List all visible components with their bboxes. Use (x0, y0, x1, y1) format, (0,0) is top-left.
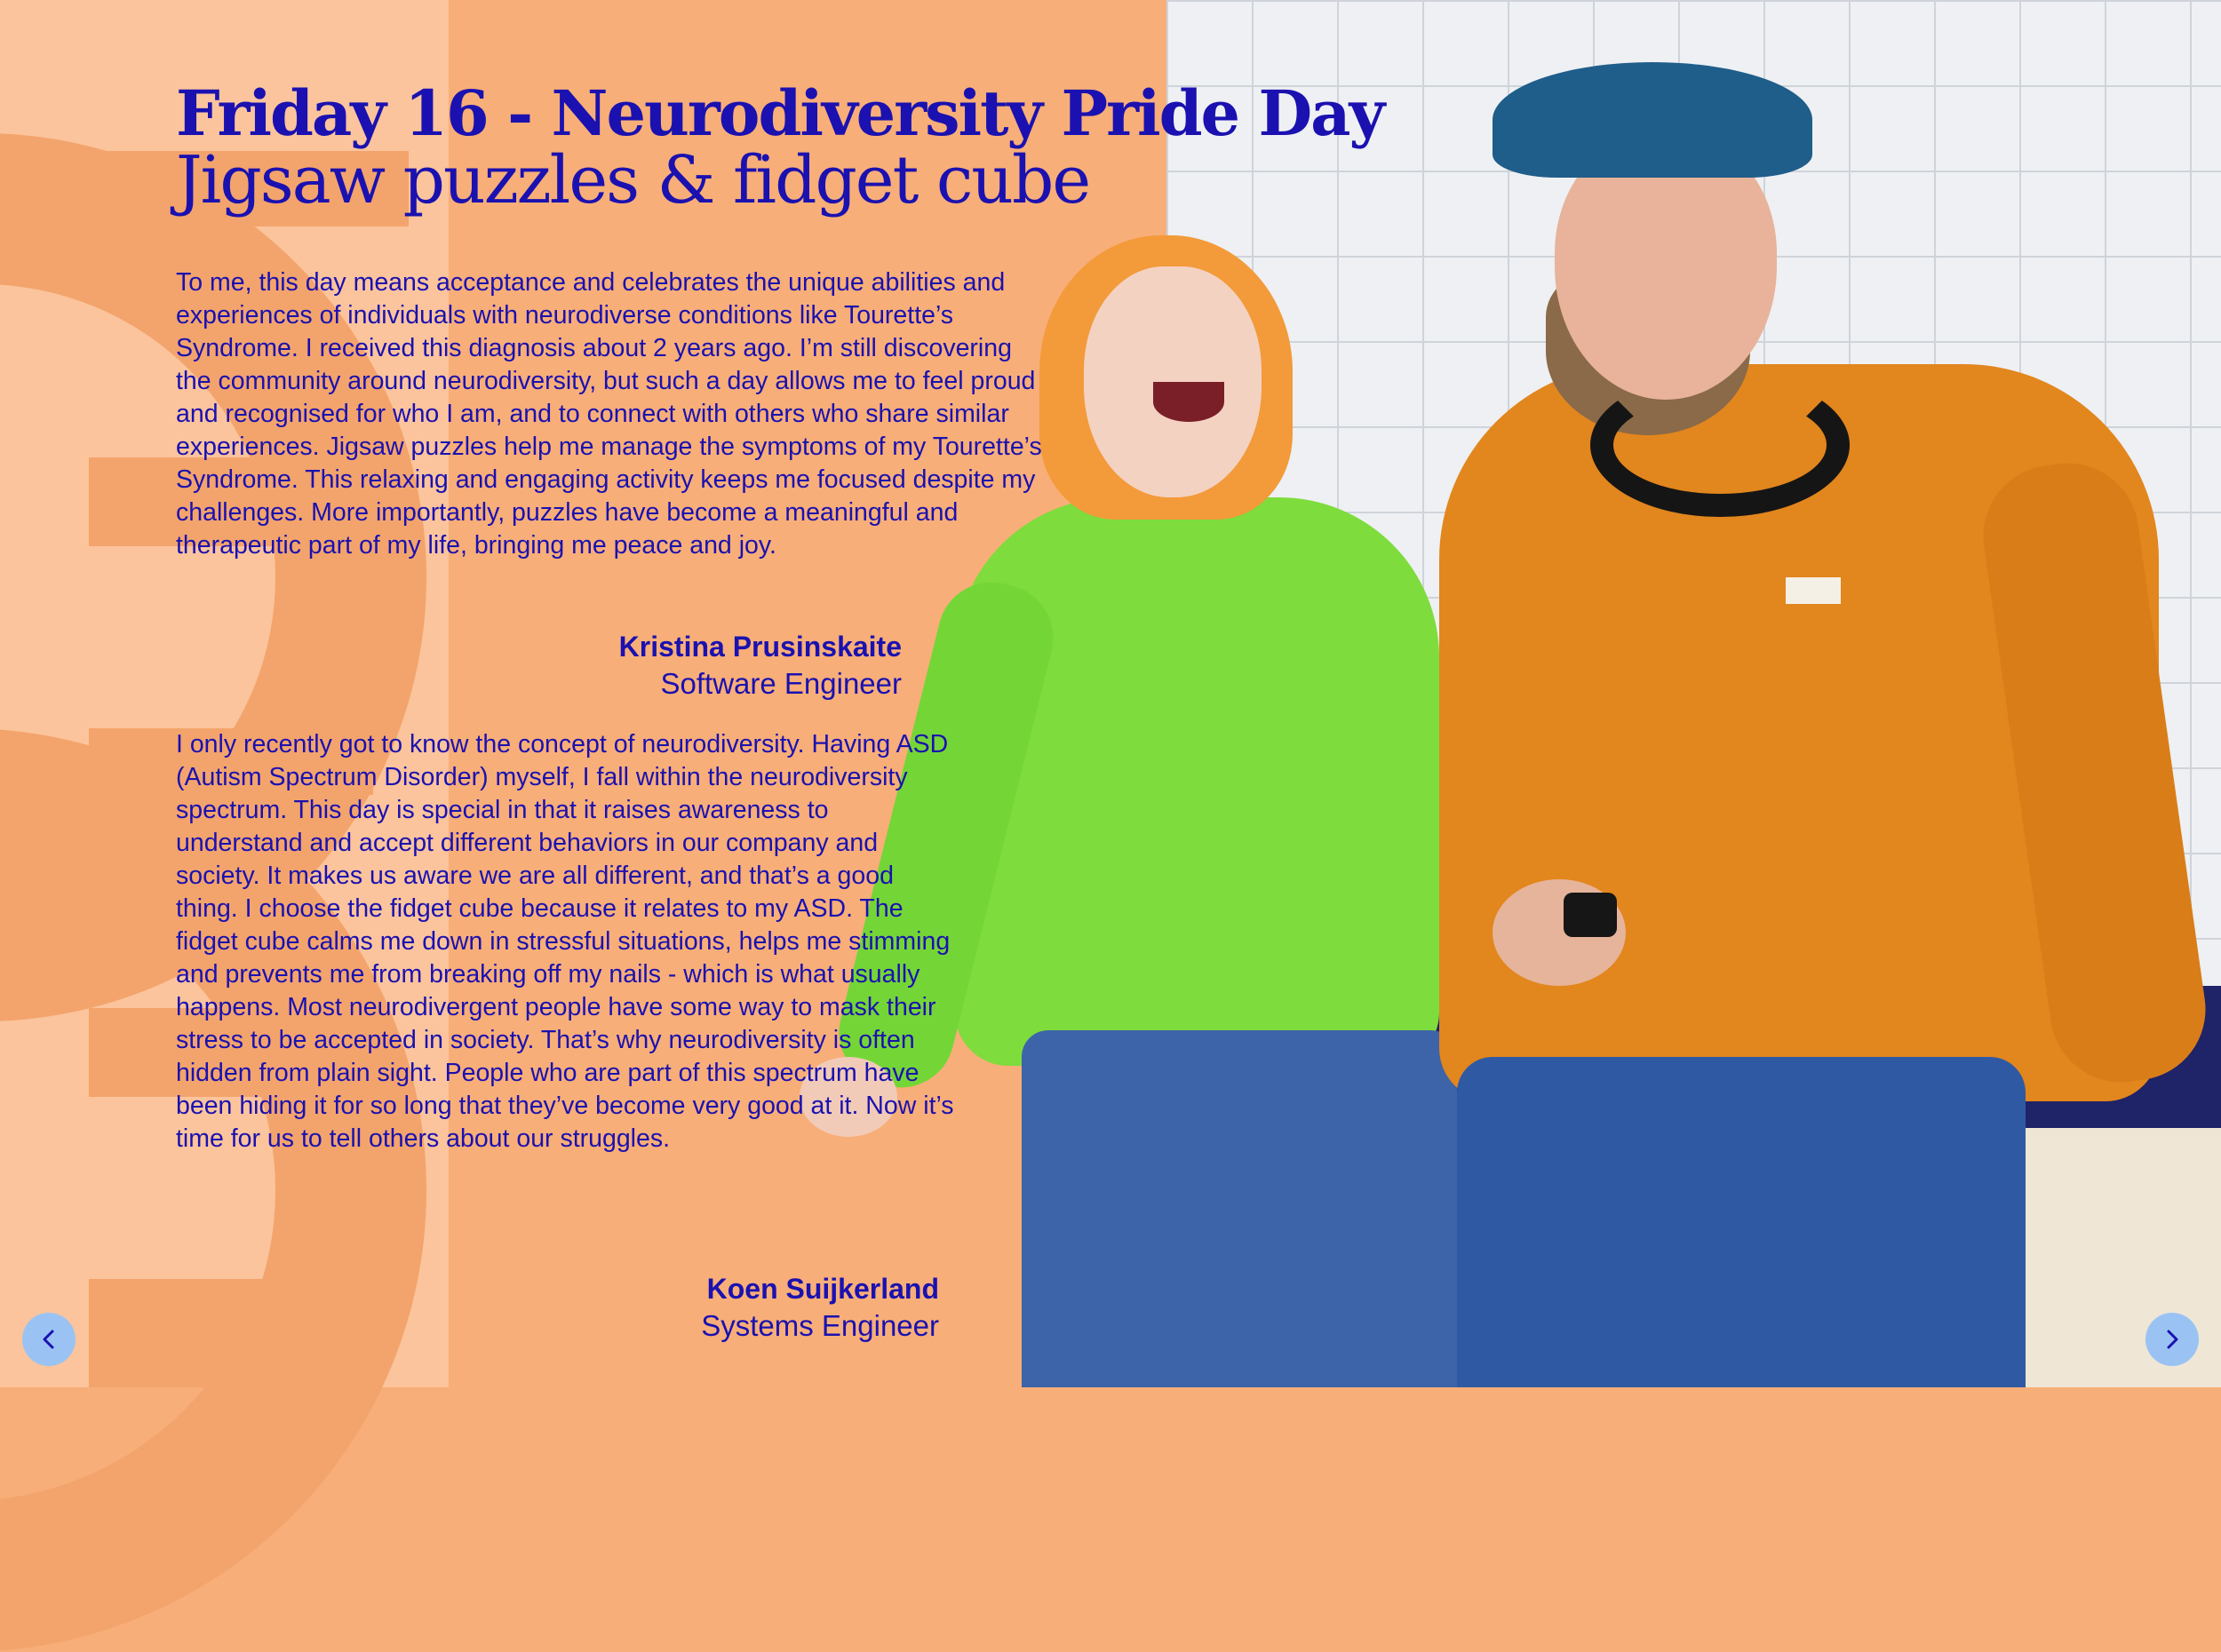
signature-1 (619, 628, 902, 703)
chevron-left-icon (36, 1326, 62, 1353)
sweater-logo-badge (1786, 577, 1841, 604)
man-pants (1457, 1057, 2026, 1387)
signature-2 (701, 1270, 939, 1345)
story-text-2: I only recently got to know the concept of neurodiversity. Having ASD (Autism Spectrum Disorder) myself, I fall within the neurodiversity spectrum. This day is special in that it raises awareness to understand and accept different behaviors in our company and society. It makes us aware we are all different, and that’s a good thing. I choose the fidget cube because it relates to my ASD. The fidget cube calms me down in stressful situations, helps me stimming and prevents me from breaking off my nails - which is what usually happens. Most neurodivergent people have some way to mask their stress to be accepted in society. That’s why neurodiversity is often hidden from plain sight. People who are part of this spectrum have been hiding it for so long that they’ve become very good at it. Now it’s time for us to tell others about our struggles. (176, 730, 954, 1153)
page-subtitle: Jigsaw puzzles & fidget cube (176, 142, 1090, 218)
fidget-cube (1564, 893, 1617, 937)
man-cap (1493, 62, 1812, 178)
author-name: Koen Suijkerland (706, 1273, 939, 1305)
woman-smile (1153, 382, 1224, 422)
chevron-right-icon (2159, 1326, 2185, 1353)
author-role: Software Engineer (660, 667, 902, 700)
next-page-button[interactable] (2145, 1313, 2199, 1366)
woman-jeans (1022, 1030, 1457, 1387)
author-role: Systems Engineer (701, 1309, 939, 1342)
page-title: Friday 16 - Neurodiversity Pride Day (176, 76, 1384, 150)
previous-page-button[interactable] (22, 1313, 76, 1366)
woman-sweater (955, 497, 1439, 1066)
headphones-icon (1590, 373, 1850, 517)
author-name: Kristina Prusinskaite (618, 631, 902, 663)
story-text-1: To me, this day means acceptance and celebrates the unique abilities and experiences of individuals with neurodiverse conditions like Tourette’s Syndrome. I received this diagnosis about 2 years ago. I’m still discovering the community around neurodiversity, but such a day allows me to feel proud and recognised for who I am, and to connect with others who share similar experiences. Jigsaw puzzles help me manage the symptoms of my Tourette’s Syndrome. This relaxing and engaging activity keeps me focused despite my challenges. More importantly, puzzles have become a meaningful and therapeutic part of my life, bringing me peace and joy. (176, 268, 1042, 560)
